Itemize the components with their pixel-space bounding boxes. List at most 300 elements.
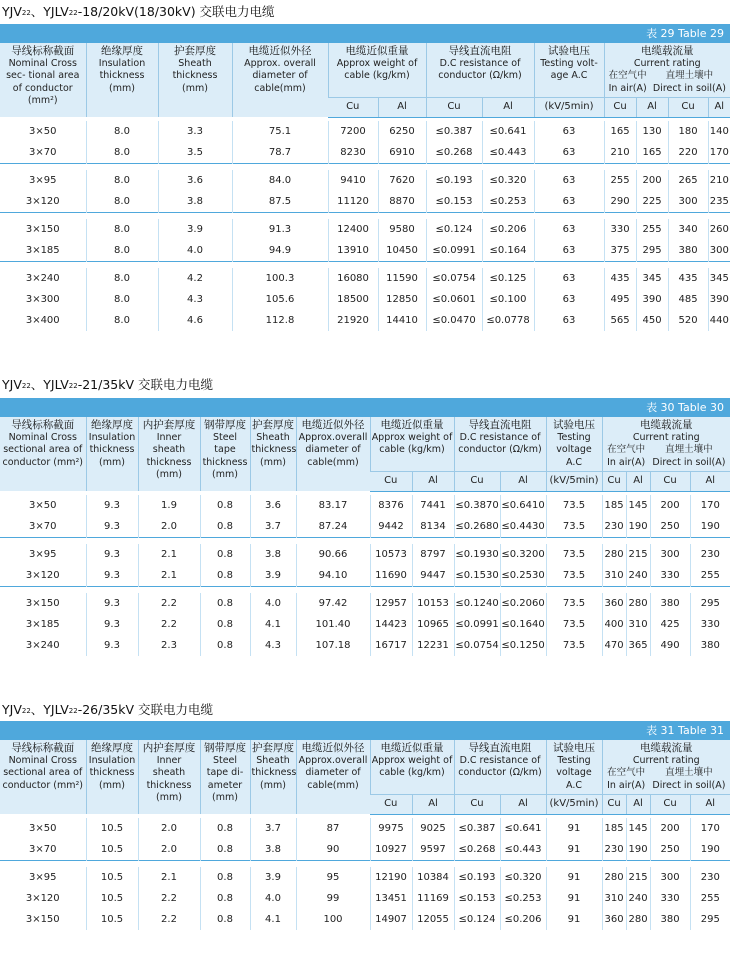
group-divider: [0, 586, 730, 593]
table-cell: 75.1: [232, 121, 328, 142]
table-cell: 63: [534, 142, 604, 163]
table-cell: 112.8: [232, 310, 328, 331]
table-cell: 2.3: [138, 635, 200, 656]
table-cell: 0.8: [200, 495, 250, 516]
table-cell: 10573: [370, 544, 412, 565]
table-cell: 4.0: [250, 593, 296, 614]
table-cell: ≤0.387: [426, 121, 482, 142]
table-cell: 170: [690, 495, 730, 516]
col-weight: 电缆近似重量 Approx weight of cable (kg/km): [370, 417, 454, 472]
table-cell: ≤0.1930: [454, 544, 500, 565]
table-cell: 63: [534, 240, 604, 261]
table-cell: 300: [708, 240, 730, 261]
table-cell: ≤0.443: [500, 839, 546, 860]
table-row: [0, 495, 730, 516]
table-cell: 10965: [412, 614, 454, 635]
table-cell: ≤0.641: [500, 818, 546, 839]
table-row: [0, 635, 730, 656]
table-cell: 6910: [378, 142, 426, 163]
table-row: [0, 888, 730, 909]
table-cell: 3×95: [29, 549, 57, 560]
divider-cell: [0, 163, 730, 170]
table-cell: ≤0.164: [482, 240, 534, 261]
table-cell: 380: [650, 909, 690, 930]
sub-kv: (kV/5min): [546, 795, 602, 815]
table-cell: 310: [602, 565, 626, 586]
group-divider: [0, 860, 730, 867]
table-cell: 63: [534, 121, 604, 142]
table-cell: 8.0: [86, 289, 158, 310]
table-cell: 7441: [412, 495, 454, 516]
table-cell: 87.24: [296, 516, 370, 537]
table-cell: 91: [546, 867, 602, 888]
table-cell: 3×185: [25, 619, 60, 630]
table-30: [0, 398, 730, 656]
table-cell: 91: [546, 888, 602, 909]
table-cell: ≤0.641: [482, 121, 534, 142]
table-cell: 7200: [328, 121, 378, 142]
table-cell: 365: [626, 635, 650, 656]
table-cell: 280: [602, 867, 626, 888]
table-cell: 3×120: [25, 893, 60, 904]
col-insulation: 绝缘厚度 Insulation thickness (mm): [86, 740, 138, 814]
table-cell: 9597: [412, 839, 454, 860]
sub-cu: Cu: [668, 98, 708, 118]
table-cell: 180: [668, 121, 708, 142]
table-cell: 165: [636, 142, 668, 163]
table-cell: 340: [668, 219, 708, 240]
table-cell: 0.8: [200, 593, 250, 614]
table-cell: ≤0.2060: [500, 593, 546, 614]
table-cell: 4.2: [158, 268, 232, 289]
table-cell: 330: [650, 888, 690, 909]
table-cell: 12957: [370, 593, 412, 614]
table-cell: ≤0.1240: [454, 593, 500, 614]
table-cell: 6250: [378, 121, 426, 142]
table-cell: 8.0: [86, 170, 158, 191]
table-cell: 8230: [328, 142, 378, 163]
divider-cell: [0, 860, 730, 867]
table-cell: 105.6: [232, 289, 328, 310]
table-cell: 260: [708, 219, 730, 240]
table-cell: 13910: [328, 240, 378, 261]
sub-al: Al: [690, 795, 730, 815]
table-cell: 255: [690, 888, 730, 909]
table-cell: 9580: [378, 219, 426, 240]
table-cell: 4.1: [250, 614, 296, 635]
table-cell: 295: [690, 593, 730, 614]
table-31: [0, 721, 730, 930]
table-cell: 230: [690, 867, 730, 888]
table-cell: 0.8: [200, 888, 250, 909]
table-cell: 3.3: [158, 121, 232, 142]
table-cell: 9.3: [86, 516, 138, 537]
table-row: [0, 593, 730, 614]
col-steel: 钢带厚度 Steel tape thickness (mm): [200, 417, 250, 491]
table-cell: ≤0.0991: [454, 614, 500, 635]
table-cell: 107.18: [296, 635, 370, 656]
table-cell: 375: [604, 240, 636, 261]
table-cell: 12850: [378, 289, 426, 310]
table-cell: 225: [636, 191, 668, 212]
table-cell: 11590: [378, 268, 426, 289]
table-row: [0, 240, 730, 261]
table-cell: ≤0.124: [426, 219, 482, 240]
table-cell: 9447: [412, 565, 454, 586]
col-sheath: 护套厚度 Sheath thickness (mm): [250, 740, 296, 814]
table-cell: 9.3: [86, 614, 138, 635]
table-cell: 300: [650, 867, 690, 888]
table-cell: ≤0.1640: [500, 614, 546, 635]
group-divider: [0, 537, 730, 544]
col-diameter: 电缆近似外径 Approx.overall diameter of cable(mm): [296, 740, 370, 814]
group-divider: [0, 261, 730, 268]
table-cell: 440: [708, 310, 730, 331]
table-row: [0, 909, 730, 930]
table-cell: 14410: [378, 310, 426, 331]
sub-cu: Cu: [328, 98, 378, 118]
table-cell: ≤0.0754: [426, 268, 482, 289]
table-cell: 97.42: [296, 593, 370, 614]
col-steel: 钢带厚度 Steel tape di- ameter (mm): [200, 740, 250, 814]
table-cell: 145: [626, 818, 650, 839]
table-cell: 13451: [370, 888, 412, 909]
sub-al: Al: [500, 795, 546, 815]
table-cell: 425: [650, 614, 690, 635]
table-cell: 290: [604, 191, 636, 212]
table-row: [0, 614, 730, 635]
table-cell: 200: [650, 495, 690, 516]
table-cell: ≤0.153: [454, 888, 500, 909]
table-cell: 255: [636, 219, 668, 240]
divider-cell: [0, 537, 730, 544]
table-cell: 8797: [412, 544, 454, 565]
sub-cu: Cu: [454, 472, 500, 492]
table-cell: 63: [534, 170, 604, 191]
table-cell: 2.0: [138, 516, 200, 537]
table-cell: 3×70: [29, 520, 57, 532]
table-cell: 170: [690, 818, 730, 839]
table-cell: ≤0.1530: [454, 565, 500, 586]
sub-al: Al: [500, 472, 546, 492]
table-cell: ≤0.124: [454, 909, 500, 930]
table-cell: 2.1: [138, 544, 200, 565]
table-29: [0, 24, 730, 331]
table-cell: ≤0.2530: [500, 565, 546, 586]
table-cell: 280: [626, 593, 650, 614]
table-cell: ≤0.153: [426, 191, 482, 212]
table-cell: 3.5: [158, 142, 232, 163]
table-cell: 63: [534, 289, 604, 310]
table-cell: 2.2: [138, 909, 200, 930]
table-cell: 73.5: [546, 565, 602, 586]
col-voltage: 试验电压 Testing voltage A.C: [546, 417, 602, 472]
table-cell: 300: [650, 544, 690, 565]
table-cell: 3.7: [250, 516, 296, 537]
table-cell: 0.8: [200, 839, 250, 860]
table-cell: 330: [650, 565, 690, 586]
table-cell: 91: [546, 839, 602, 860]
table-cell: 3.8: [250, 839, 296, 860]
table-cell: 295: [690, 909, 730, 930]
table-cell: 250: [650, 516, 690, 537]
table-cell: 12055: [412, 909, 454, 930]
table-cell: 9.3: [86, 565, 138, 586]
table-cell: 101.40: [296, 614, 370, 635]
table-cell: 4.6: [158, 310, 232, 331]
table-cell: 9410: [328, 170, 378, 191]
table-cell: 3×185: [25, 244, 60, 256]
table-row: [0, 170, 730, 191]
table-cell: 10384: [412, 867, 454, 888]
table-cell: 200: [636, 170, 668, 191]
sub-al: Al: [690, 472, 730, 492]
sub-cu: Cu: [370, 472, 412, 492]
table-cell: 95: [296, 867, 370, 888]
table-cell: 3×300: [25, 294, 60, 305]
sub-al: Al: [412, 795, 454, 815]
col-voltage: 试验电压 Testing voltage A.C: [546, 740, 602, 795]
table-cell: 3×120: [25, 569, 60, 581]
table-cell: 210: [708, 170, 730, 191]
col-inner: 内护套厚度 Inner sheath thickness (mm): [138, 417, 200, 491]
table-cell: 73.5: [546, 544, 602, 565]
table-cell: 9025: [412, 818, 454, 839]
table-cell: 2.2: [138, 888, 200, 909]
table-cell: 83.17: [296, 495, 370, 516]
col-resistance: 导线直流电阻 D.C resistance of conductor (Ω/km): [454, 740, 546, 795]
col-weight: 电缆近似重量 Approx weight of cable (kg/km): [370, 740, 454, 795]
table-cell: 63: [534, 310, 604, 331]
table-body: [0, 814, 730, 930]
table-cell: ≤0.253: [482, 191, 534, 212]
sub-al: Al: [636, 98, 668, 118]
table-row: [0, 818, 730, 839]
table-cell: ≤0.0991: [426, 240, 482, 261]
table-cell: 520: [668, 310, 708, 331]
table-cell: ≤0.100: [482, 289, 534, 310]
table-row: [0, 219, 730, 240]
table-cell: 87.5: [232, 191, 328, 212]
table-cell: ≤0.443: [482, 142, 534, 163]
table-cell: 10.5: [86, 818, 138, 839]
table-cell: 10.5: [86, 888, 138, 909]
col-current: 电缆载流量 Current rating 在空气中 In air(A) 直埋土壤中 Direct in soil(A): [602, 740, 730, 795]
table-cell: 12190: [370, 867, 412, 888]
table-cell: 10153: [412, 593, 454, 614]
table-row: [0, 121, 730, 142]
table-cell: 1.9: [138, 495, 200, 516]
table-cell: 345: [708, 268, 730, 289]
table-cell: 3.8: [250, 544, 296, 565]
table-cell: 2.1: [138, 867, 200, 888]
group-divider: [0, 212, 730, 219]
divider-cell: [0, 261, 730, 268]
sub-al: Al: [412, 472, 454, 492]
table-body: [0, 491, 730, 656]
table-cell: ≤0.268: [426, 142, 482, 163]
divider-cell: [0, 212, 730, 219]
table-cell: 230: [602, 839, 626, 860]
table-cell: 8.0: [86, 310, 158, 331]
sub-al: Al: [378, 98, 426, 118]
table-cell: 3×150: [25, 598, 60, 609]
table-cell: 10.5: [86, 867, 138, 888]
table-cell: 4.1: [250, 909, 296, 930]
table-cell: 73.5: [546, 593, 602, 614]
table-cell: 0.8: [200, 565, 250, 586]
table-cell: 280: [626, 909, 650, 930]
table-row: [0, 289, 730, 310]
col-area: 导线标称截面 Nominal Cross sectional area of conductor (mm²): [0, 417, 86, 491]
table-cell: 450: [636, 310, 668, 331]
table-cell: 3×70: [29, 146, 57, 158]
table-cell: 94.9: [232, 240, 328, 261]
table-cell: 4.3: [250, 635, 296, 656]
table-cell: ≤0.320: [482, 170, 534, 191]
sub-cu: Cu: [650, 795, 690, 815]
table-row: [0, 268, 730, 289]
table-cell: 7620: [378, 170, 426, 191]
col-insulation: 绝缘厚度 Insulation thickness (mm): [86, 43, 158, 117]
table-cell: 8.0: [86, 191, 158, 212]
table-cell: 0.8: [200, 544, 250, 565]
table-cell: 11690: [370, 565, 412, 586]
table-cell: 8870: [378, 191, 426, 212]
table-cell: 90: [296, 839, 370, 860]
table-cell: 435: [604, 268, 636, 289]
table-cell: 390: [708, 289, 730, 310]
col-sheath: 护套厚度 Sheath thickness (mm): [250, 417, 296, 491]
table-cell: 145: [626, 495, 650, 516]
table-cell: 330: [690, 614, 730, 635]
col-diameter: 电缆近似外径 Approx. overall diameter of cable(mm): [232, 43, 328, 117]
col-diameter: 电缆近似外径 Approx.overall diameter of cable(mm): [296, 417, 370, 491]
table-cell: 3×400: [25, 315, 60, 326]
table-cell: 3×150: [25, 914, 60, 925]
table-cell: 140: [708, 121, 730, 142]
sub-cu: Cu: [650, 472, 690, 492]
table-cell: 2.0: [138, 818, 200, 839]
table-cell: 235: [708, 191, 730, 212]
sub-al: Al: [482, 98, 534, 118]
table-cell: 9.3: [86, 635, 138, 656]
table-cell: 3.9: [250, 867, 296, 888]
table-cell: 8376: [370, 495, 412, 516]
table-cell: ≤0.253: [500, 888, 546, 909]
table-cell: 360: [602, 593, 626, 614]
table-cell: 10450: [378, 240, 426, 261]
table-cell: ≤0.0601: [426, 289, 482, 310]
table-cell: 11169: [412, 888, 454, 909]
table-cell: 3.9: [158, 219, 232, 240]
table-cell: 100: [296, 909, 370, 930]
table-cell: 265: [668, 170, 708, 191]
table-cell: 0.8: [200, 635, 250, 656]
col-resistance: 导线直流电阻 D.C resistance of conductor (Ω/km): [426, 43, 534, 98]
table-body: [0, 117, 730, 331]
table-cell: 3×95: [29, 872, 57, 883]
table-cell: 9975: [370, 818, 412, 839]
section-title-2: $YJV_{22}$、$YJLV_{22}-21/35kV$ 交联电力电缆: [2, 377, 213, 392]
table-cell: 230: [690, 544, 730, 565]
sub-cu: Cu: [454, 795, 500, 815]
table-cell: 565: [604, 310, 636, 331]
table-cell: 91: [546, 818, 602, 839]
table-cell: 16717: [370, 635, 412, 656]
table-cell: 470: [602, 635, 626, 656]
table-label-bar: 表 31 Table 31: [0, 721, 730, 740]
table-cell: ≤0.6410: [500, 495, 546, 516]
table-cell: 63: [534, 191, 604, 212]
table-cell: 310: [602, 888, 626, 909]
table-cell: 12231: [412, 635, 454, 656]
table-cell: 210: [604, 142, 636, 163]
table-cell: 84.0: [232, 170, 328, 191]
table-cell: 215: [626, 544, 650, 565]
table-cell: 280: [602, 544, 626, 565]
table-cell: 170: [708, 142, 730, 163]
table-cell: 240: [626, 888, 650, 909]
table-cell: 10.5: [86, 909, 138, 930]
table-cell: 8.0: [86, 121, 158, 142]
table-cell: 435: [668, 268, 708, 289]
table-cell: 0.8: [200, 818, 250, 839]
table-cell: 185: [602, 495, 626, 516]
table-cell: 255: [604, 170, 636, 191]
group-divider: [0, 163, 730, 170]
table-cell: 73.5: [546, 495, 602, 516]
table-cell: 185: [602, 818, 626, 839]
table-cell: 4.3: [158, 289, 232, 310]
table-cell: 94.10: [296, 565, 370, 586]
divider-cell: [0, 586, 730, 593]
table-cell: 10.5: [86, 839, 138, 860]
table-cell: 3.8: [158, 191, 232, 212]
sub-cu: Cu: [370, 795, 412, 815]
col-area: 导线标称截面 Nominal Cross sectional area of conductor (mm²): [0, 740, 86, 814]
table-cell: 200: [650, 818, 690, 839]
table-cell: 2.0: [138, 839, 200, 860]
table-cell: ≤0.4430: [500, 516, 546, 537]
table-row: [0, 839, 730, 860]
table-cell: 16080: [328, 268, 378, 289]
table-cell: 3×95: [29, 175, 57, 186]
sub-al: Al: [626, 472, 650, 492]
table-cell: 190: [626, 839, 650, 860]
table-cell: ≤0.387: [454, 818, 500, 839]
table-cell: 310: [626, 614, 650, 635]
table-cell: ≤0.2680: [454, 516, 500, 537]
table-cell: 380: [668, 240, 708, 261]
table-cell: 73.5: [546, 635, 602, 656]
table-cell: 78.7: [232, 142, 328, 163]
table-cell: ≤0.193: [426, 170, 482, 191]
table-cell: ≤0.193: [454, 867, 500, 888]
table-cell: 3.9: [250, 565, 296, 586]
table-cell: 130: [636, 121, 668, 142]
section-title-3: $YJV_{22}$、$YJLV_{22}-26/35kV$ 交联电力电缆: [2, 702, 213, 717]
table-cell: 14423: [370, 614, 412, 635]
table-cell: 390: [636, 289, 668, 310]
table-cell: 8134: [412, 516, 454, 537]
col-inner: 内护套厚度 Inner sheath thickness (mm): [138, 740, 200, 814]
table-cell: 295: [636, 240, 668, 261]
table-cell: 8.0: [86, 240, 158, 261]
table-cell: ≤0.268: [454, 839, 500, 860]
table-cell: 9.3: [86, 495, 138, 516]
table-cell: 8.0: [86, 142, 158, 163]
